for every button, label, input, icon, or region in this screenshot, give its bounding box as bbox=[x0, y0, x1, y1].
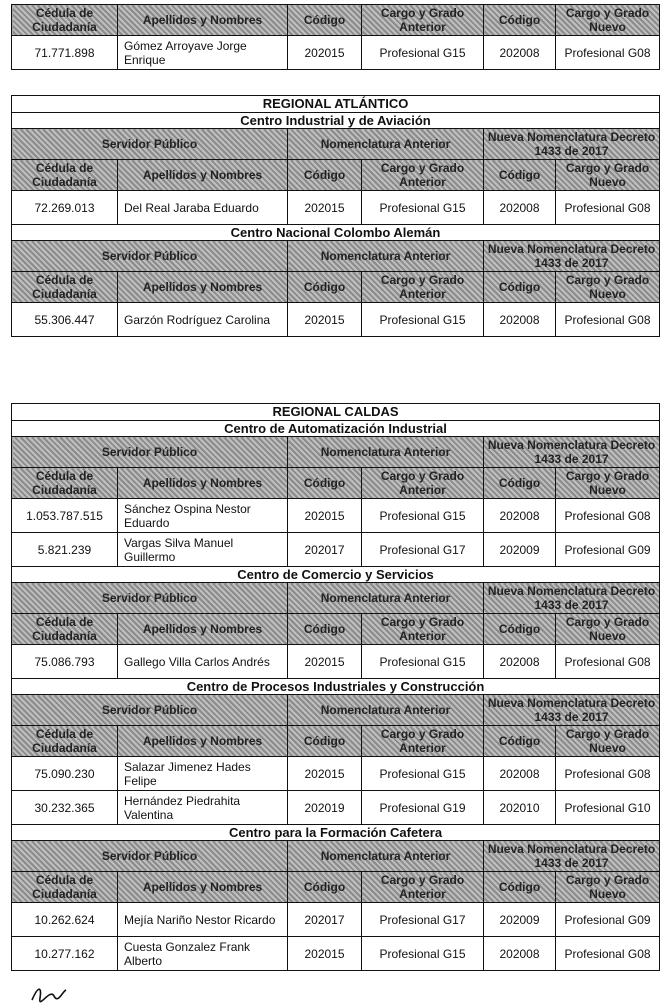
cargo-anterior-cell: Profesional G15 bbox=[362, 645, 484, 679]
col-codigo-nuevo: Código bbox=[484, 5, 556, 36]
col-codigo-anterior: Código bbox=[288, 726, 362, 757]
nomenclatura-anterior-header: Nomenclatura Anterior bbox=[288, 841, 484, 872]
servidor-header: Servidor Público bbox=[12, 129, 288, 160]
codigo-anterior-cell: 202015 bbox=[288, 191, 362, 225]
nombre-cell: Garzón Rodríguez Carolina bbox=[118, 303, 288, 337]
codigo-nuevo-cell: 202008 bbox=[484, 645, 556, 679]
servidor-header: Servidor Público bbox=[12, 695, 288, 726]
nueva-nomenclatura-header: Nueva Nomenclatura Decreto 1433 de 2017 bbox=[484, 129, 660, 160]
col-cargo-anterior: Cargo y Grado Anterior bbox=[362, 726, 484, 757]
codigo-nuevo-cell: 202008 bbox=[484, 303, 556, 337]
table-row bbox=[12, 903, 660, 937]
col-codigo-nuevo: Código bbox=[484, 272, 556, 303]
cedula-cell: 5.821.239 bbox=[12, 533, 118, 567]
codigo-nuevo-cell: 202010 bbox=[484, 791, 556, 825]
regional-atlantico-table bbox=[11, 95, 660, 337]
cargo-anterior-cell: Profesional G17 bbox=[362, 533, 484, 567]
col-codigo-nuevo: Código bbox=[484, 614, 556, 645]
col-cargo-anterior: Cargo y Grado Anterior bbox=[362, 160, 484, 191]
table-row bbox=[12, 499, 660, 533]
regional-title: REGIONAL ATLÁNTICO bbox=[12, 96, 660, 113]
col-cargo-nuevo: Cargo y Grado Nuevo bbox=[556, 272, 660, 303]
col-cedula: Cédula de Ciudadanía bbox=[12, 272, 118, 303]
col-codigo-anterior: Código bbox=[288, 872, 362, 903]
codigo-anterior-cell: 202017 bbox=[288, 903, 362, 937]
centro-title: Centro Industrial y de Aviación bbox=[12, 113, 660, 129]
servidor-header: Servidor Público bbox=[12, 583, 288, 614]
table-row bbox=[12, 791, 660, 825]
nueva-nomenclatura-header: Nueva Nomenclatura Decreto 1433 de 2017 bbox=[484, 841, 660, 872]
nombre-cell: Del Real Jaraba Eduardo bbox=[118, 191, 288, 225]
nombre-cell: Gómez Arroyave Jorge Enrique bbox=[118, 36, 288, 70]
codigo-nuevo-cell: 202008 bbox=[484, 499, 556, 533]
col-apellidos: Apellidos y Nombres bbox=[118, 272, 288, 303]
cargo-nuevo-cell: Profesional G08 bbox=[556, 757, 660, 791]
col-cargo-anterior: Cargo y Grado Anterior bbox=[362, 272, 484, 303]
col-apellidos: Apellidos y Nombres bbox=[118, 468, 288, 499]
codigo-anterior-cell: 202015 bbox=[288, 36, 362, 70]
col-cargo-nuevo: Cargo y Grado Nuevo bbox=[556, 5, 660, 36]
nombre-cell: Gallego Villa Carlos Andrés bbox=[118, 645, 288, 679]
cargo-anterior-cell: Profesional G19 bbox=[362, 791, 484, 825]
table-row bbox=[12, 645, 660, 679]
codigo-anterior-cell: 202015 bbox=[288, 757, 362, 791]
table-row bbox=[12, 533, 660, 567]
codigo-nuevo-cell: 202008 bbox=[484, 191, 556, 225]
col-apellidos: Apellidos y Nombres bbox=[118, 614, 288, 645]
nombre-cell: Hernández Piedrahita Valentina bbox=[118, 791, 288, 825]
nombre-cell: Vargas Silva Manuel Guillermo bbox=[118, 533, 288, 567]
col-codigo-anterior: Código bbox=[288, 614, 362, 645]
cedula-cell: 10.277.162 bbox=[12, 937, 118, 971]
cargo-nuevo-cell: Profesional G09 bbox=[556, 903, 660, 937]
col-codigo-anterior: Código bbox=[288, 160, 362, 191]
cargo-anterior-cell: Profesional G15 bbox=[362, 499, 484, 533]
nueva-nomenclatura-header: Nueva Nomenclatura Decreto 1433 de 2017 bbox=[484, 437, 660, 468]
col-codigo-nuevo: Código bbox=[484, 726, 556, 757]
col-cargo-anterior: Cargo y Grado Anterior bbox=[362, 468, 484, 499]
col-cargo-nuevo: Cargo y Grado Nuevo bbox=[556, 872, 660, 903]
servidor-header: Servidor Público bbox=[12, 241, 288, 272]
cedula-cell: 71.771.898 bbox=[12, 36, 118, 70]
top-table bbox=[11, 4, 660, 70]
col-cedula: Cédula de Ciudadanía bbox=[12, 468, 118, 499]
col-apellidos: Apellidos y Nombres bbox=[118, 5, 288, 36]
cedula-cell: 1.053.787.515 bbox=[12, 499, 118, 533]
codigo-anterior-cell: 202015 bbox=[288, 937, 362, 971]
col-cedula: Cédula de Ciudadanía bbox=[12, 872, 118, 903]
cargo-anterior-cell: Profesional G15 bbox=[362, 757, 484, 791]
nombre-cell: Cuesta Gonzalez Frank Alberto bbox=[118, 937, 288, 971]
cargo-nuevo-cell: Profesional G08 bbox=[556, 937, 660, 971]
centro-title: Centro de Comercio y Servicios bbox=[12, 567, 660, 583]
col-cedula: Cédula de Ciudadanía bbox=[12, 614, 118, 645]
nomenclatura-anterior-header: Nomenclatura Anterior bbox=[288, 129, 484, 160]
col-cargo-nuevo: Cargo y Grado Nuevo bbox=[556, 726, 660, 757]
table-row bbox=[12, 191, 660, 225]
nueva-nomenclatura-header: Nueva Nomenclatura Decreto 1433 de 2017 bbox=[484, 695, 660, 726]
cedula-cell: 10.262.624 bbox=[12, 903, 118, 937]
codigo-anterior-cell: 202015 bbox=[288, 645, 362, 679]
nombre-cell: Mejía Nariño Nestor Ricardo bbox=[118, 903, 288, 937]
regional-caldas-table bbox=[11, 403, 660, 971]
column-header-row bbox=[12, 5, 660, 36]
cedula-cell: 55.306.447 bbox=[12, 303, 118, 337]
col-apellidos: Apellidos y Nombres bbox=[118, 726, 288, 757]
codigo-nuevo-cell: 202009 bbox=[484, 903, 556, 937]
regional-title: REGIONAL CALDAS bbox=[12, 404, 660, 421]
cedula-cell: 30.232.365 bbox=[12, 791, 118, 825]
col-codigo-nuevo: Código bbox=[484, 872, 556, 903]
cargo-nuevo-cell: Profesional G09 bbox=[556, 533, 660, 567]
table-row bbox=[12, 937, 660, 971]
nueva-nomenclatura-header: Nueva Nomenclatura Decreto 1433 de 2017 bbox=[484, 583, 660, 614]
col-apellidos: Apellidos y Nombres bbox=[118, 160, 288, 191]
cargo-anterior-cell: Profesional G15 bbox=[362, 191, 484, 225]
nomenclatura-anterior-header: Nomenclatura Anterior bbox=[288, 583, 484, 614]
col-cargo-nuevo: Cargo y Grado Nuevo bbox=[556, 468, 660, 499]
centro-title: Centro de Procesos Industriales y Construcción bbox=[12, 679, 660, 695]
col-cargo-anterior: Cargo y Grado Anterior bbox=[362, 5, 484, 36]
col-cargo-nuevo: Cargo y Grado Nuevo bbox=[556, 160, 660, 191]
cargo-nuevo-cell: Profesional G10 bbox=[556, 791, 660, 825]
table-row bbox=[12, 757, 660, 791]
cedula-cell: 72.269.013 bbox=[12, 191, 118, 225]
col-codigo-nuevo: Código bbox=[484, 160, 556, 191]
nomenclatura-anterior-header: Nomenclatura Anterior bbox=[288, 695, 484, 726]
col-cargo-anterior: Cargo y Grado Anterior bbox=[362, 872, 484, 903]
table-row bbox=[12, 36, 660, 70]
col-codigo-anterior: Código bbox=[288, 468, 362, 499]
col-cedula: Cédula de Ciudadanía bbox=[12, 160, 118, 191]
nueva-nomenclatura-header: Nueva Nomenclatura Decreto 1433 de 2017 bbox=[484, 241, 660, 272]
codigo-nuevo-cell: 202008 bbox=[484, 36, 556, 70]
cargo-nuevo-cell: Profesional G08 bbox=[556, 645, 660, 679]
cargo-anterior-cell: Profesional G17 bbox=[362, 903, 484, 937]
cedula-cell: 75.086.793 bbox=[12, 645, 118, 679]
cedula-cell: 75.090.230 bbox=[12, 757, 118, 791]
col-cedula: Cédula de Ciudadanía bbox=[12, 5, 118, 36]
servidor-header: Servidor Público bbox=[12, 437, 288, 468]
codigo-nuevo-cell: 202008 bbox=[484, 937, 556, 971]
col-codigo-anterior: Código bbox=[288, 5, 362, 36]
cargo-anterior-cell: Profesional G15 bbox=[362, 937, 484, 971]
col-codigo-anterior: Código bbox=[288, 272, 362, 303]
codigo-anterior-cell: 202015 bbox=[288, 499, 362, 533]
col-cargo-nuevo: Cargo y Grado Nuevo bbox=[556, 614, 660, 645]
centro-title: Centro para la Formación Cafetera bbox=[12, 825, 660, 841]
table-row bbox=[12, 303, 660, 337]
signature-mark bbox=[28, 982, 68, 1004]
col-cedula: Cédula de Ciudadanía bbox=[12, 726, 118, 757]
col-apellidos: Apellidos y Nombres bbox=[118, 872, 288, 903]
cargo-anterior-cell: Profesional G15 bbox=[362, 303, 484, 337]
codigo-anterior-cell: 202019 bbox=[288, 791, 362, 825]
nomenclatura-anterior-header: Nomenclatura Anterior bbox=[288, 241, 484, 272]
nombre-cell: Sánchez Ospina Nestor Eduardo bbox=[118, 499, 288, 533]
cargo-nuevo-cell: Profesional G08 bbox=[556, 499, 660, 533]
nomenclatura-anterior-header: Nomenclatura Anterior bbox=[288, 437, 484, 468]
codigo-nuevo-cell: 202009 bbox=[484, 533, 556, 567]
centro-title: Centro de Automatización Industrial bbox=[12, 421, 660, 437]
codigo-anterior-cell: 202015 bbox=[288, 303, 362, 337]
codigo-nuevo-cell: 202008 bbox=[484, 757, 556, 791]
cargo-nuevo-cell: Profesional G08 bbox=[556, 191, 660, 225]
cargo-nuevo-cell: Profesional G08 bbox=[556, 36, 660, 70]
cargo-nuevo-cell: Profesional G08 bbox=[556, 303, 660, 337]
centro-title: Centro Nacional Colombo Alemán bbox=[12, 225, 660, 241]
servidor-header: Servidor Público bbox=[12, 841, 288, 872]
nombre-cell: Salazar Jimenez Hades Felipe bbox=[118, 757, 288, 791]
cargo-anterior-cell: Profesional G15 bbox=[362, 36, 484, 70]
codigo-anterior-cell: 202017 bbox=[288, 533, 362, 567]
col-codigo-nuevo: Código bbox=[484, 468, 556, 499]
col-cargo-anterior: Cargo y Grado Anterior bbox=[362, 614, 484, 645]
